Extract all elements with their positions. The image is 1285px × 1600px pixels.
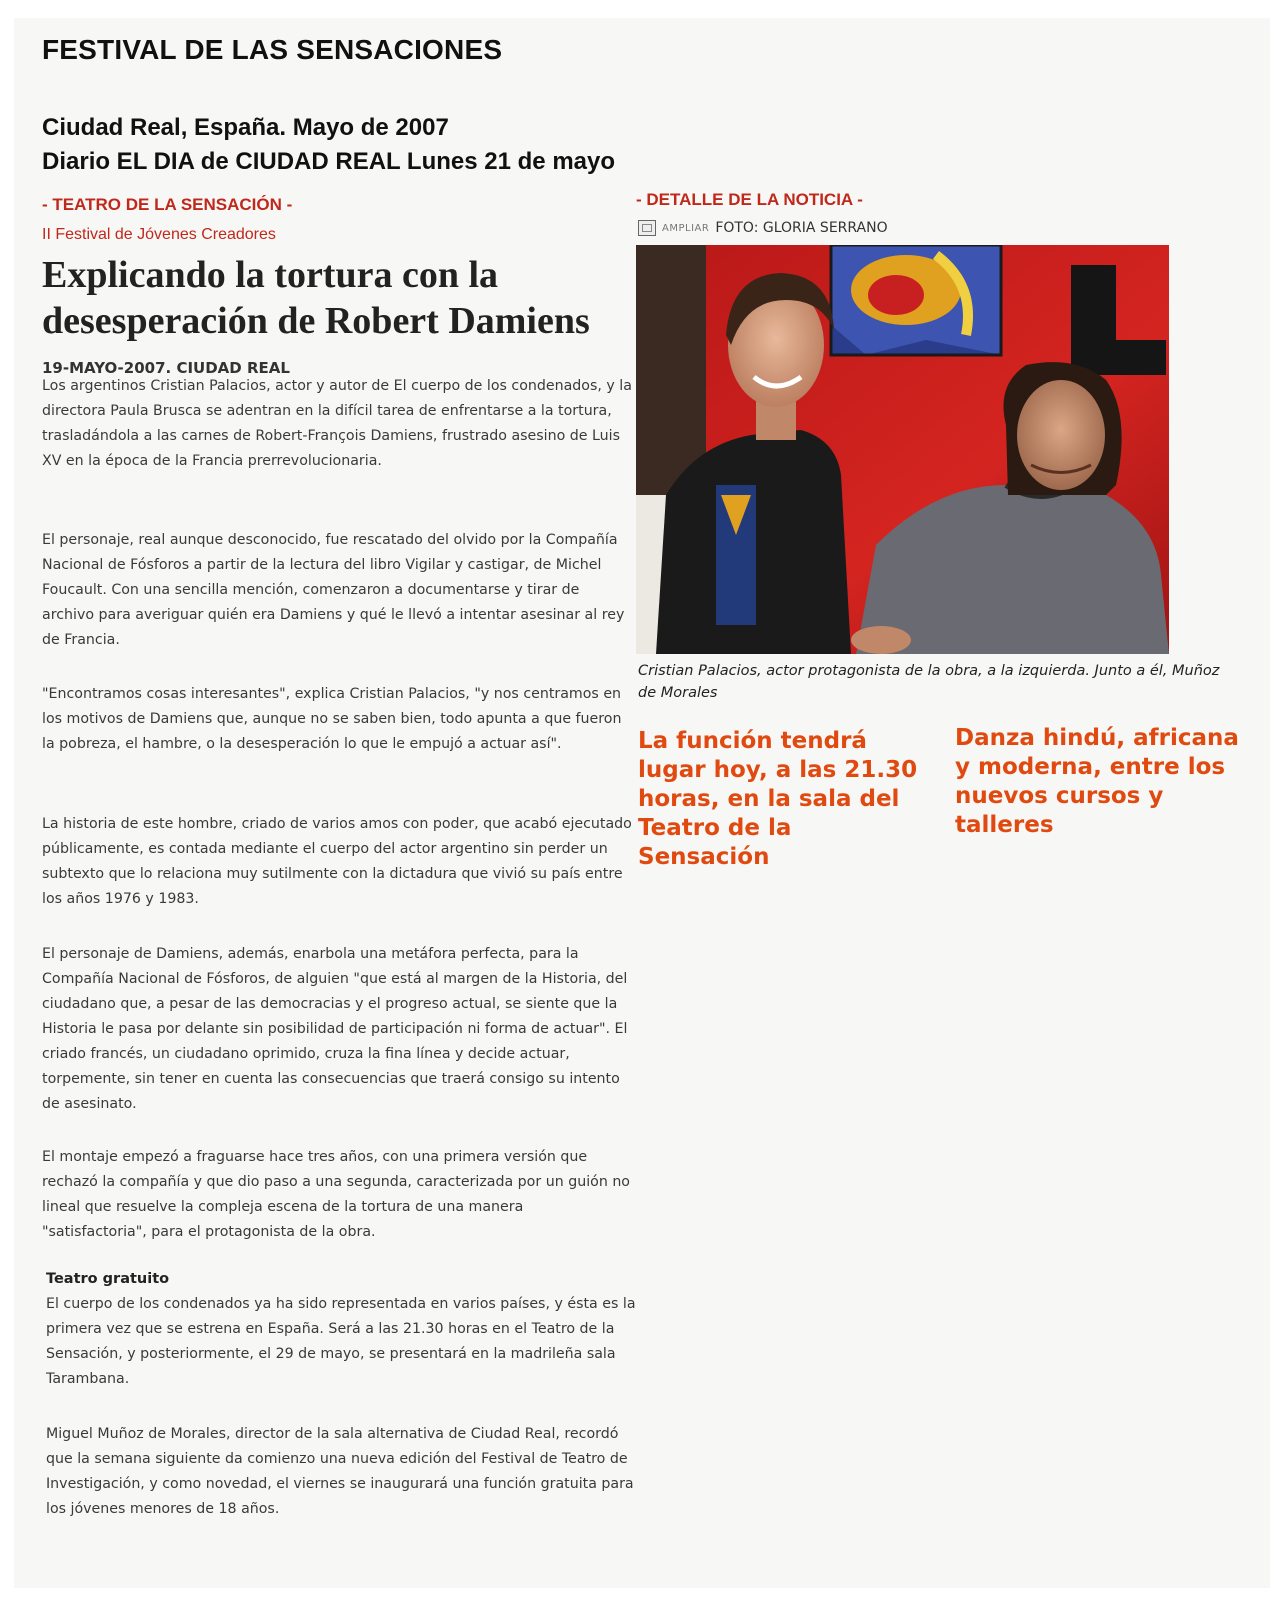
pull-quote-danza: Danza hindú, africana y moderna, entre los nuevos cursos y talleres [955,725,1239,838]
location-line: Ciudad Real, España. Mayo de 2007 [42,114,449,141]
article-paragraph: La historia de este hombre, criado de varios amos con poder, que acabó ejecutado públicamente, es contada mediante el cuerpo del actor argentino sin perder un subtexto que lo relaciona muy sutilmente con la dictadura que vivió su país entre los años 1976 y 1983. [42,816,632,907]
article-paragraph: El montaje empezó a fraguarse hace tres años, con una primera versión que rechazó la compañía y que dio paso a una segunda, caracterizada por un guión no lineal que resuelve la compleja escena de la tortura de una manera "satisfactoria", para el protagonista de la obra. [42,1149,630,1240]
kicker: II Festival de Jóvenes Creadores [42,226,276,243]
article-paragraph: Miguel Muñoz de Morales, director de la sala alternativa de Ciudad Real, recordó que la semana siguiente da comienzo una nueva edición del Festival de Teatro de Investigación, y como novedad, el viernes se inaugurará una función gratuita para los jóvenes menores de 18 años. [46,1426,634,1517]
dateline: 19-MAYO-2007. CIUDAD REAL [42,359,290,377]
page-title: FESTIVAL DE LAS SENSACIONES [42,34,503,65]
ampliar-link[interactable]: AMPLIAR [662,222,710,234]
article-paragraph: El personaje de Damiens, además, enarbola una metáfora perfecta, para la Compañía Nacional de Fósforos, de alguien "que está al margen de la Historia, del ciudadano que, a pesar de las democracias y el progreso actual, se siente que la Historia le pasa por delante sin posibilidad de participación ni forma de actuar". El criado francés, un ciudadano oprimido, cruza la fina línea y decide actuar, torpemente, sin tener en cuenta las consecuencias que traerá consigo su intento de asesinato. [42,946,628,1112]
photo-credit-row [638,220,888,236]
section-label-detalle: - DETALLE DE LA NOTICIA - [636,190,863,209]
article-paragraph: El personaje, real aunque desconocido, fue rescatado del olvido por la Compañía Nacional de Fósforos a partir de la lectura del libro Vigilar y castigar, de Michel Foucault. Con una sencilla mención, comenzaron a documentarse y tirar de archivo para averiguar quién era Damiens y qué le llevó a intentar asesinar al rey de Francia. [42,532,625,648]
photo-caption: Cristian Palacios, actor protagonista de la obra, a la izquierda. Junto a él, Muñoz de Morales [638,663,1220,701]
article-paragraph: "Encontramos cosas interesantes", explica Cristian Palacios, "y nos centramos en los motivos de Damiens que, aunque no se saben bien, todo apunta a que fueron la pobreza, el hambre, o la desesperación lo que le empujó a actuar así". [42,686,622,752]
photo-two-men-red-wall [636,245,1169,654]
photo-credit: FOTO: GLORIA SERRANO [715,220,888,236]
section-label-teatro: - TEATRO DE LA SENSACIÓN - [42,195,293,214]
article-headline: Explicando la tortura con la desesperación de Robert Damiens [42,254,590,342]
article-paragraph: El cuerpo de los condenados ya ha sido representada en varios países, y ésta es la primera vez que se estrena en España. Será a las 21.30 horas en el Teatro de la Sensación, y posteriormente, el 29 de mayo, se presentará en la madrileña sala Tarambana. [46,1296,636,1387]
article-photo [636,245,1169,654]
source-line: Diario EL DIA de CIUDAD REAL Lunes 21 de mayo [42,148,616,175]
article-paragraph: Los argentinos Cristian Palacios, actor y autor de El cuerpo de los condenados, y la directora Paula Brusca se adentran en la difícil tarea de enfrentarse a la tortura, trasladándola a las carnes de Robert-François Damiens, frustrado asesino de Luis XV en la época de la Francia prerrevolucionaria. [42,378,632,469]
enlarge-icon[interactable] [638,220,656,236]
pull-quote-funcion: La función tendrá lugar hoy, a las 21.30 horas, en la sala del Teatro de la Sensación [638,728,918,870]
subheading-teatro-gratuito: Teatro gratuito [46,1271,170,1287]
